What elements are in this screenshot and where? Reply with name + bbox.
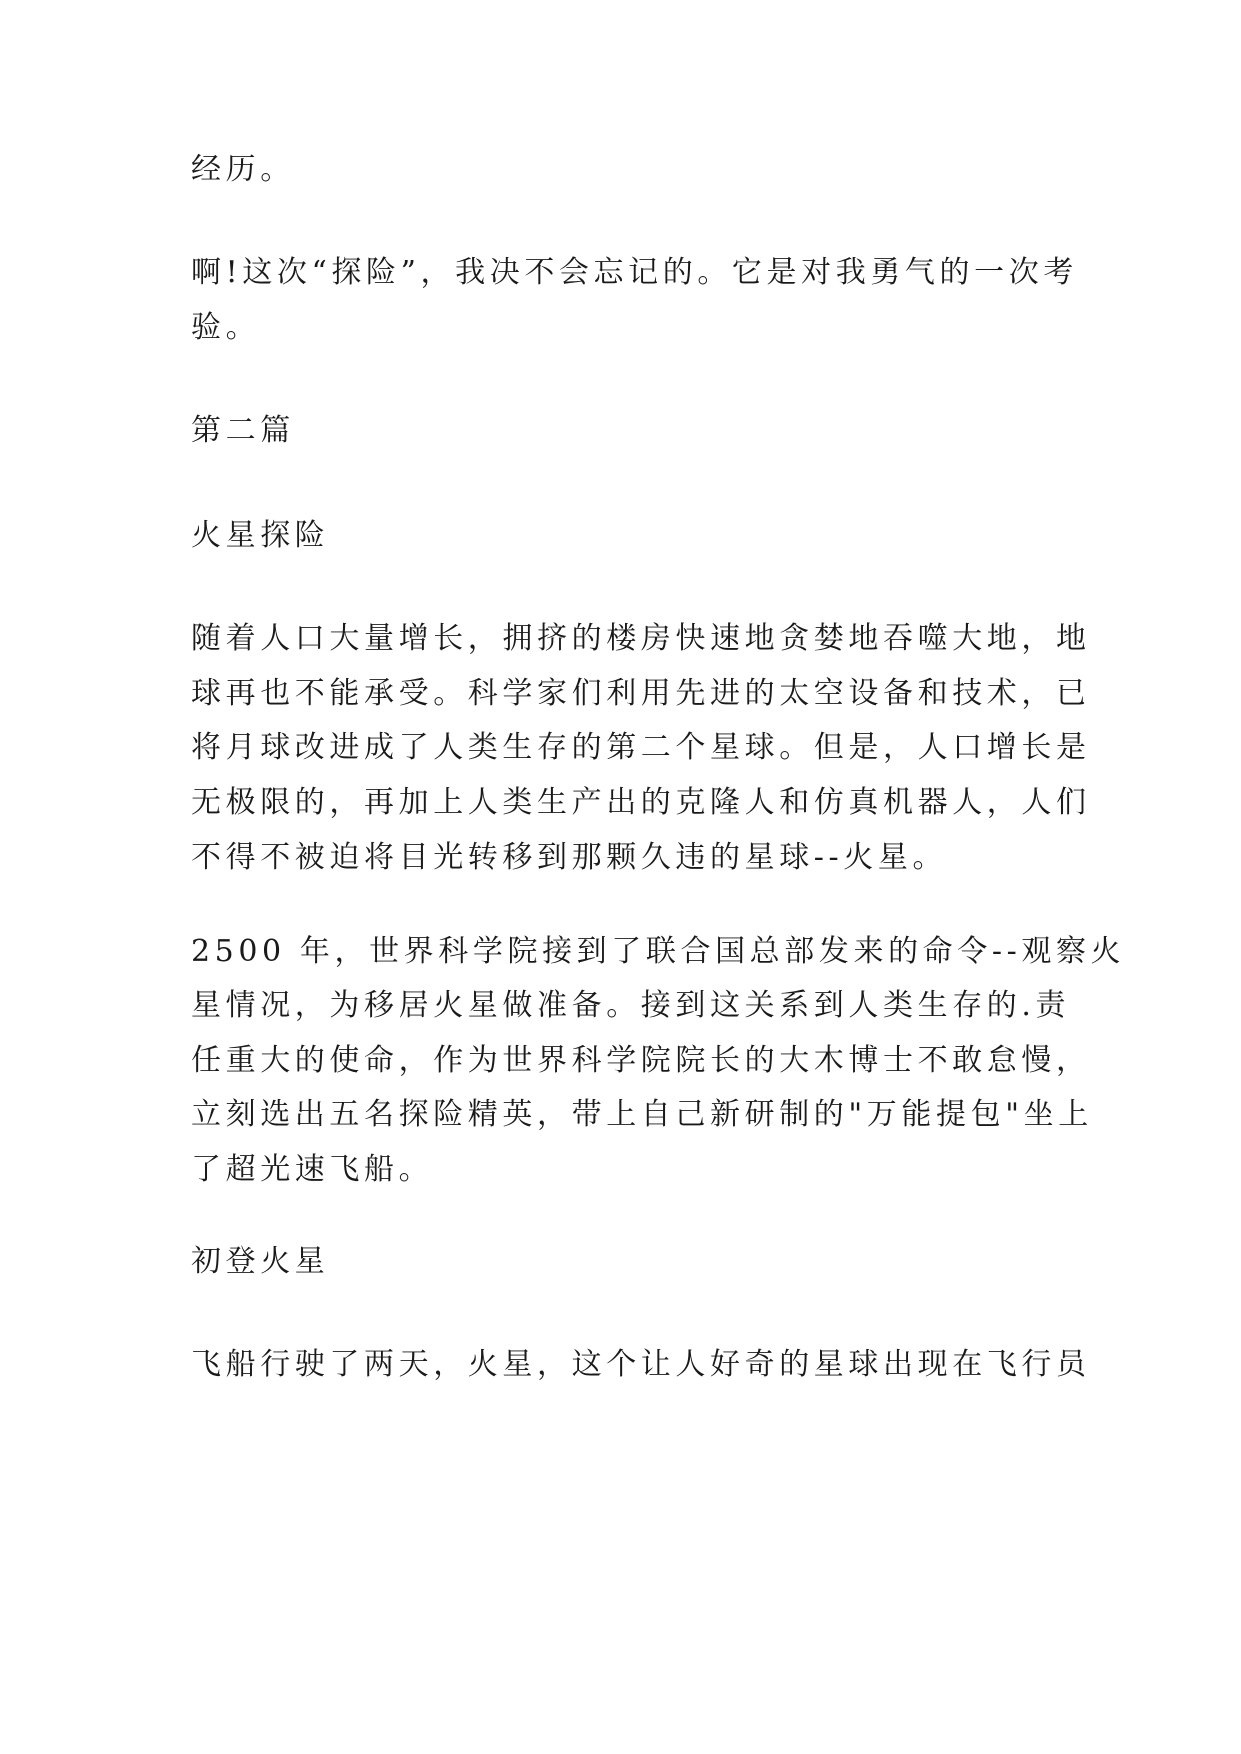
- section-heading: 第二篇: [191, 413, 295, 448]
- paragraph-line: 星情况，为移居火星做准备。接到这关系到人类生存的.责: [191, 988, 1071, 1023]
- section-title: 火星探险: [191, 518, 330, 553]
- paragraph-line: 飞船行驶了两天，火星，这个让人好奇的星球出现在飞行员: [191, 1347, 1091, 1382]
- paragraph-line: 经历。: [191, 152, 295, 187]
- paragraph-line: 将月球改进成了人类生存的第二个星球。但是，人口增长是: [191, 730, 1091, 765]
- section-title: 初登火星: [191, 1244, 330, 1279]
- paragraph-line: 立刻选出五名探险精英，带上自己新研制的"万能提包"坐上: [191, 1097, 1093, 1132]
- paragraph-line: 不得不被迫将目光转移到那颗久违的星球--火星。: [191, 840, 948, 875]
- paragraph-line: 了超光速飞船。: [191, 1152, 434, 1187]
- paragraph-line: 随着人口大量增长，拥挤的楼房快速地贪婪地吞噬大地，地: [191, 621, 1091, 656]
- paragraph-line: 验。: [191, 310, 261, 345]
- paragraph-line: 啊!这次“探险”，我决不会忘记的。它是对我勇气的一次考: [191, 255, 1078, 290]
- paragraph-line: 球再也不能承受。科学家们利用先进的太空设备和技术，已: [191, 676, 1091, 711]
- paragraph-line: 任重大的使命，作为世界科学院院长的大木博士不敢怠慢，: [191, 1043, 1091, 1078]
- paragraph-line: 无极限的，再加上人类生产出的克隆人和仿真机器人，人们: [191, 785, 1091, 820]
- paragraph-line: 2500 年，世界科学院接到了联合国总部发来的命令--观察火: [191, 934, 1126, 969]
